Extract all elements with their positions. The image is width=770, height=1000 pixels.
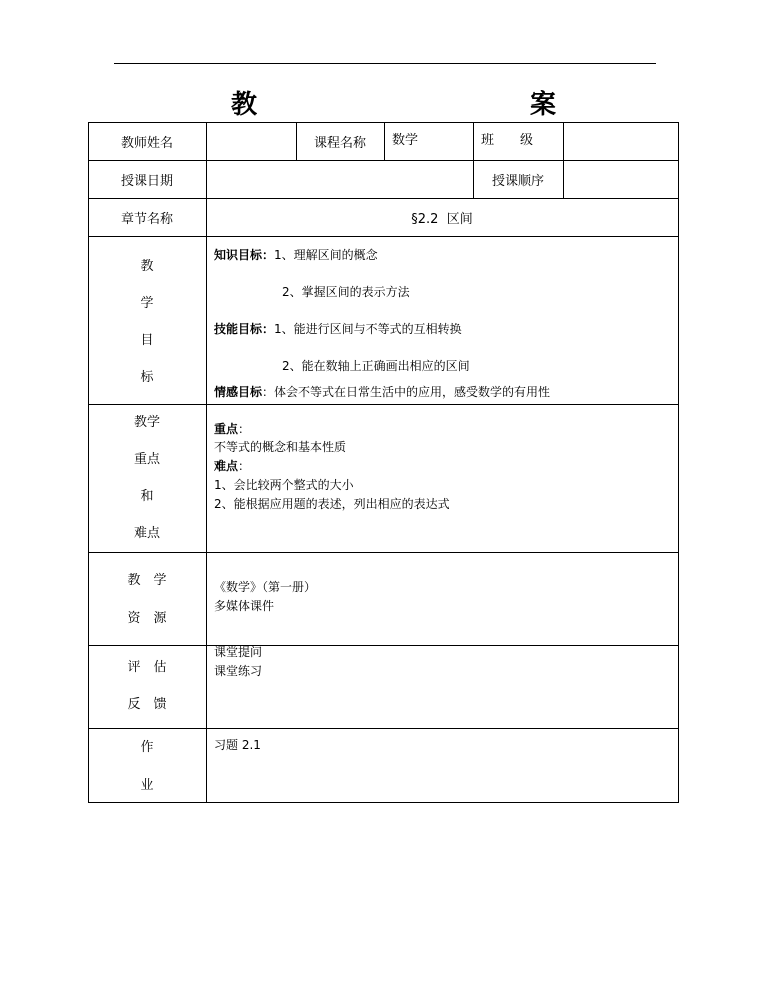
chapter-label: 章节名称 <box>120 212 173 227</box>
course-name-label: 课程名称 <box>313 136 366 151</box>
teacher-name-label: 教师姓名 <box>120 136 173 151</box>
title-right-char: 案 <box>530 90 557 120</box>
keypoints-label-2: 重点 <box>133 452 160 467</box>
course-name-value: 数学 <box>392 133 419 148</box>
difficulty-2: 2、能根据应用题的表述，列出相应的表达式 <box>214 497 450 511</box>
top-rule <box>114 63 656 64</box>
evaluation-label-1: 评 估 <box>127 660 167 675</box>
objectives-label-1: 教 <box>140 259 154 274</box>
homework-text: 习题 2.1 <box>214 738 261 752</box>
difficulty-head: 难点： <box>214 459 251 473</box>
key-point-head: 重点： <box>214 422 251 436</box>
resources-label-2: 资 源 <box>127 611 167 626</box>
knowledge-objective-2: 2、掌握区间的表示方法 <box>282 285 410 299</box>
evaluation-2: 课堂练习 <box>214 664 263 678</box>
resources-label-1: 教 学 <box>127 573 167 588</box>
resource-2: 多媒体课件 <box>214 599 275 613</box>
keypoints-label-4: 难点 <box>133 526 160 541</box>
keypoints-label-3: 和 <box>140 489 154 504</box>
class-label: 班 级 <box>481 133 534 148</box>
chapter-value: §2.2 区间 <box>411 212 473 227</box>
emotion-head: 情感目标 <box>214 385 263 399</box>
lesson-plan-table <box>88 122 679 803</box>
homework-label-2: 业 <box>140 778 154 793</box>
objectives-label-4: 标 <box>140 370 154 385</box>
title-left-char: 教 <box>231 90 258 120</box>
objectives-label-3: 目 <box>140 333 154 348</box>
difficulty-1: 1、会比较两个整式的大小 <box>214 478 354 492</box>
homework-label-1: 作 <box>140 740 154 755</box>
skill-head: 技能目标： <box>214 322 275 336</box>
evaluation-label-2: 反 馈 <box>127 697 167 712</box>
knowledge-objective-1: 知识目标：1、理解区间的概念 <box>214 248 378 262</box>
keypoints-label-1: 教学 <box>133 415 160 430</box>
resource-1: 《数学》（第一册） <box>214 580 317 594</box>
objectives-label-2: 学 <box>140 296 154 311</box>
knowledge-head: 知识目标： <box>214 248 275 262</box>
key-point-text: 不等式的概念和基本性质 <box>214 440 347 454</box>
emotion-objective: 情感目标：体会不等式在日常生活中的应用，感受数学的有用性 <box>214 385 551 399</box>
evaluation-1: 课堂提问 <box>214 645 263 659</box>
order-label: 授课顺序 <box>491 174 544 189</box>
date-label: 授课日期 <box>120 174 173 189</box>
skill-objective-2: 2、能在数轴上正确画出相应的区间 <box>282 359 470 373</box>
skill-objective-1: 技能目标：1、能进行区间与不等式的互相转换 <box>214 322 462 336</box>
